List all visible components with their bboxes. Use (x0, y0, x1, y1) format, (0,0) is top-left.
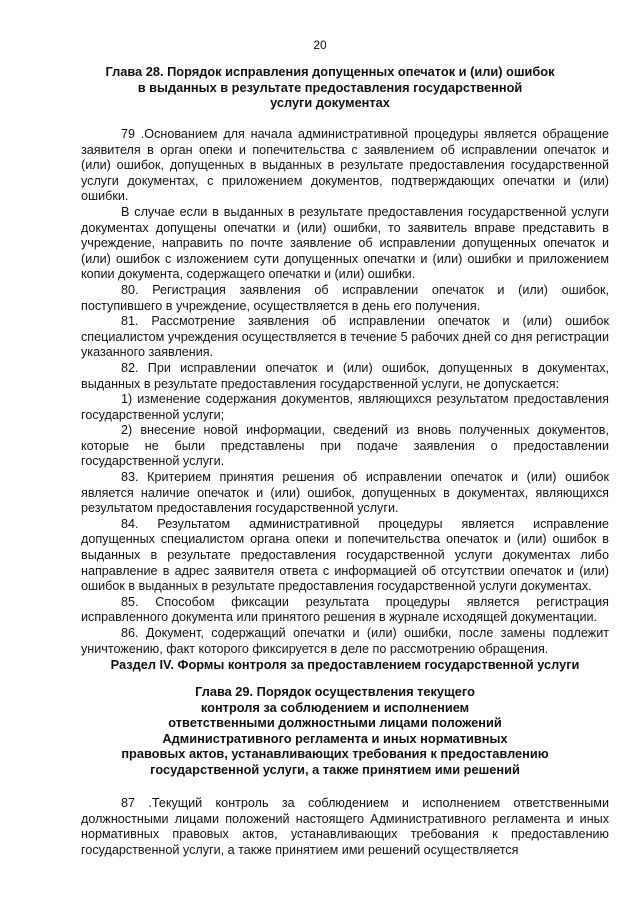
heading-line: государственной услуги, а также принятием ими решений (150, 761, 520, 777)
chapter-28-heading (100, 64, 560, 111)
heading-line: Административного регламента и иных нормативных (162, 730, 508, 746)
heading-line: ответственными должностными лицами положений (168, 715, 502, 730)
heading-line: контроля за соблюдением и исполнением (200, 699, 470, 715)
paragraph-79: 79 .Основанием для начала административной процедуры является обращение заявителя в орган опеки и попечительства с заявлением об исправлении опечаток и (или) ошибок, допущенных в выданных в результате предоставления государственной услуги документах, с приложением документов, подтверждающих опечатки и (или) ошибки. (81, 127, 609, 204)
heading-line: Глава 28. Порядок исправления допущенных опечаток и (или) ошибок (105, 64, 555, 79)
list-item-1: 1) изменение содержания документов, являющихся результатом предоставления государственной услуги; (81, 392, 609, 422)
paragraph-87: 87 .Текущий контроль за соблюдением и исполнением ответственными должностными лицами положений настоящего Административного регламента и иных нормативных правовых актов, устанавливающих требования к предоставлению государственной услуги, а также принятием ими решений осуществляется (81, 796, 609, 857)
paragraph-79-cont: В случае если в выданных в результате предоставления государственной услуги документах допущены опечатки и (или) ошибки, то заявитель вправе представить в учреждение, направить по почте заявление об исправлении допущенных опечаток и (или) ошибок с изложением сути допущенных опечатки и (или) ошибки и приложением копии документа, содержащего опечатки и (или) ошибки. (81, 204, 609, 282)
heading-line: в выданных в результате предоставления государственной (137, 79, 523, 95)
paragraph-85: 85. Способом фиксации результата процедуры является регистрация исправленного документа или принятого решения в журнале исходящей документации. (81, 594, 609, 625)
list-item-2: 2) внесение новой информации, сведений из вновь полученных документов, которые не были представлены при подаче заявления о предоставлении государственной услуги. (81, 423, 609, 469)
section-4-heading: Раздел IV. Формы контроля за предоставлением государственной услуги (110, 657, 580, 672)
heading-line: услуги документах (270, 95, 390, 110)
paragraph-83: 83. Критерием принятия решения об исправлении опечаток и (или) ошибок является наличие опечаток и (или) ошибок, допущенных в документах, являющихся результатом предоставления государственной услуги. (81, 470, 609, 516)
heading-line: Глава 29. Порядок осуществления текущего (195, 684, 475, 699)
paragraph-82: 82. При исправлении опечаток и (или) ошибок, допущенных в документах, выданных в результате предоставления государственной услуги, не допускается: (81, 360, 609, 391)
paragraph-84: 84. Результатом административной процедуры является исправление допущенных специалистом органа опеки и попечительства опечаток и (или) ошибок в выданных в результате предоставления государственной услуги документах либо направление в адрес заявителя ответа с информацией об отсутствии опечаток и (или) ошибок в выданных в результате предоставления государственной услуги документах. (81, 516, 609, 594)
chapter-29-body (81, 796, 609, 858)
heading-line: правовых актов, устанавливающих требования к предоставлению (121, 746, 549, 761)
chapter-28-body (81, 127, 609, 657)
page-number: 20 (313, 38, 327, 52)
paragraph-86: 86. Документ, содержащий опечатки и (или) ошибки, после замены подлежит уничтожению, факт которого фиксируется в деле по рассмотрению обращения. (81, 626, 609, 656)
chapter-29-heading (110, 684, 560, 777)
paragraph-81: 81. Рассмотрение заявления об исправлении опечаток и (или) ошибок специалистом учреждения осуществляется в течение 5 рабочих дней со дня регистрации указанного заявления. (81, 314, 609, 360)
paragraph-80: 80. Регистрация заявления об исправлении опечаток и (или) ошибок, поступившего в учреждение, осуществляется в день его получения. (81, 282, 609, 313)
